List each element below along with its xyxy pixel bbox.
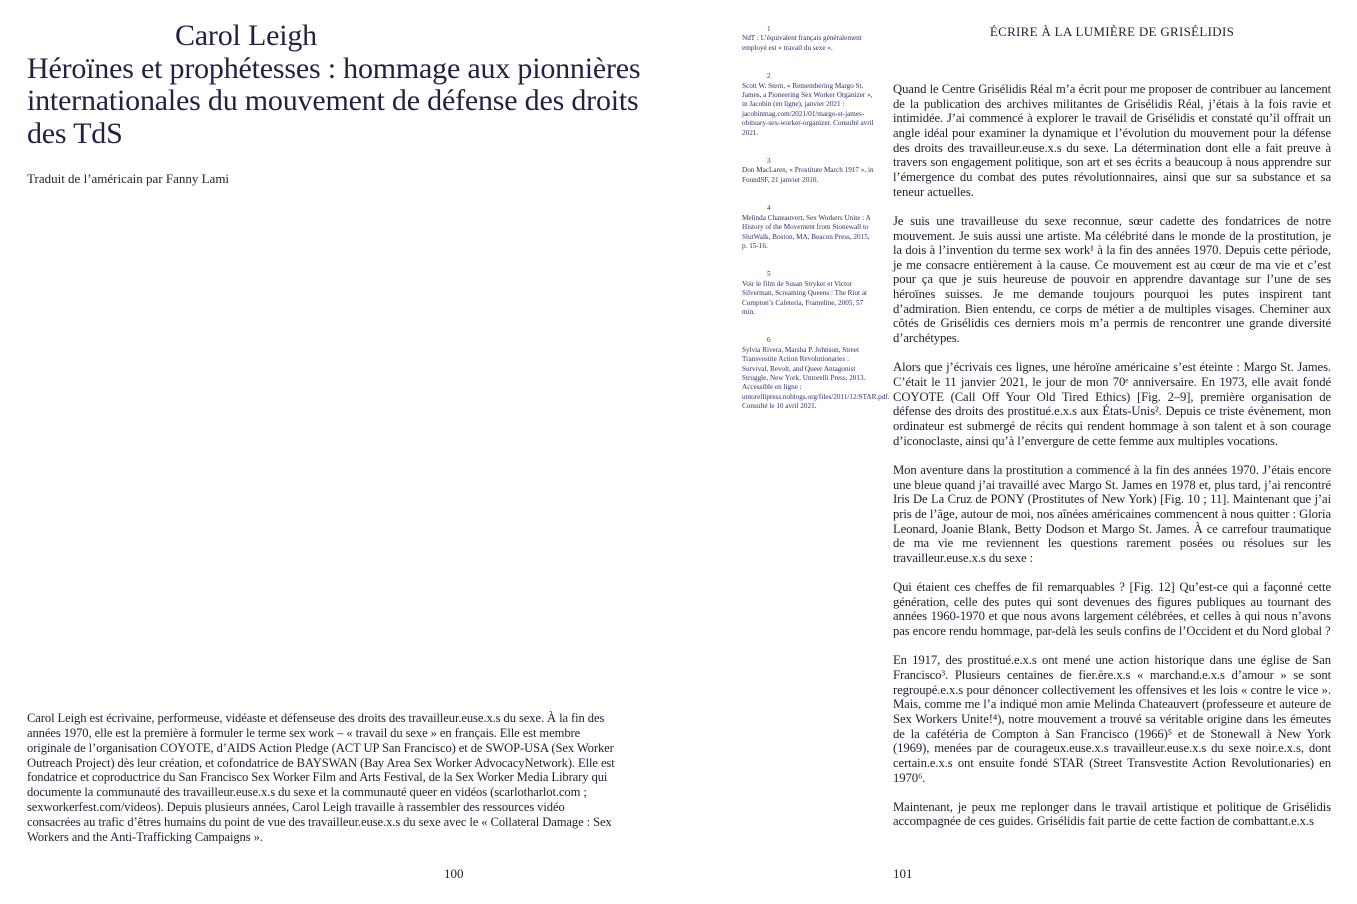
chapter-title: Héroïnes et prophétesses : hommage aux pionnières internationales du mouvement de défense des droits des TdS: [27, 51, 641, 150]
footnote-number: 1: [767, 25, 771, 33]
footnote-text: Scott W. Stern, « Remembering Margo St. James, a Pioneering Sex Worker Organizer », in Jacobin (en ligne), janvier 2021 : jacobinmag.com/2021/01/margo-st-james-obituary-sex-worker-organizer. Consulté avril 2021.: [742, 81, 874, 137]
footnote-text: Melinda Chateauvert, Sex Workers Unite : A History of the Movement from Stonewall to SlutWalk, Boston, MA, Beacon Press, 2015, p. 15-16.: [742, 213, 871, 250]
footnote-number: 2: [767, 72, 771, 81]
body-text: [893, 82, 1331, 844]
footnote-number: 6: [767, 336, 771, 345]
footnote: [742, 336, 890, 411]
footnote-text: Sylvia Rivera, Marsha P. Johnson, Street Transvestite Action Revolutionaries : Survival, Revolt, and Queer Antagonist Struggle, New York, Untorelli Press, 2013. Accessible en ligne : untorellipress.noblogs.org/files/2011/12/STAR.pdf. Consulté le 10 avril 2021.: [742, 345, 890, 411]
page-number-right: 101: [893, 866, 913, 881]
page-number-left: 100: [444, 866, 464, 881]
footnote: [742, 25, 874, 53]
footnote-number: 4: [767, 204, 771, 213]
footnote-number: 3: [767, 157, 771, 166]
paragraph: Alors que j’écrivais ces lignes, une héroïne américaine s’est éteinte : Margo St. James. C’était le 11 janvier 2021, le jour de mon 70ᵉ anniversaire. En 1973, elle avait fondé COYOTE (Call Off Your Old Tired Ethics) [Fig. 2–9], première organisation de défense des droits des prostitué.e.x.s aux États-Unis². Depuis ce triste évènement, mon ordinateur est submergé de récits qui rendent hommage à son talent et à son courage d’iconoclaste, ainsi qu’à l’envergure de cette femme aux multiples vocations.: [893, 360, 1331, 448]
paragraph: Maintenant, je peux me replonger dans le travail artistique et politique de Grisélidis accompagnée de ces guides. Grisélidis fait partie de cette faction de combattant.e.x.s: [893, 799, 1331, 829]
footnote-text: Voir le film de Susan Stryker et Victor Silverman, Screaming Queens : The Riot at Compton’s Cafeteria, Frameline, 2005, 57 min.: [742, 279, 868, 316]
footnote: [742, 204, 874, 251]
author-bio: Carol Leigh est écrivaine, performeuse, vidéaste et défenseuse des droits des travailleur.euse.x.s du sexe. À la fin des années 1970, elle est la première à formuler le terme sex work – « travail du sexe » en français. Elle est membre originale de l’organisation COYOTE, d’AIDS Action Pledge (ACT UP San Francisco) et de SWOP-USA (Sex Worker Outreach Project) dès leur création, et cofondatrice de BAYSWAN (Bay Area Sex Worker AdvocacyNetwork). Elle est fondatrice et coproductrice du San Francisco Sex Worker Film and Arts Festival, de la Sex Worker Media Library qui documente la communauté des travailleur.euse.x.s du sexe et la communauté queer en vidéos (scarlotharlot.com ; sexworkerfest.com/videos). Depuis plusieurs années, Carol Leigh travaille à rassembler des ressources vidéo consacrées au trafic d’êtres humains du point de vue des travailleur.euse.x.s du sexe avec le « Collateral Damage : Sex Workers and the Anti-Trafficking Campaigns ».: [27, 711, 615, 844]
footnote: [742, 157, 874, 185]
paragraph: Quand le Centre Grisélidis Réal m’a écrit pour me proposer de contribuer au lancement de la publication des archives militantes de Grisélidis Réal, j’étais à la fois ravie et intimidée. J’ai commencé à explorer le travail de Grisélidis et constaté qu’il offrait un angle idéal pour examiner la dynamique et l’évolution du mouvement pour la défense des droits des travailleur.euse.x.s du sexe. La détermination dont elle a fait preuve à travers son engagement politique, son art et ses écrits a beaucoup à nous apprendre sur l’émergence du combat des putes révolutionnaires, ainsi que sur sa substance et sa teneur actuelles.: [893, 82, 1331, 199]
paragraph: Mon aventure dans la prostitution a commencé à la fin des années 1970. J’étais encore une bleue quand j’ai travaillé avec Margo St. James en 1978 et, plus tard, j’ai rencontré Iris De La Cruz de PONY (Prostitutes of New York) [Fig. 10 ; 11]. Maintenant que j’ai pris de l’âge, autour de moi, nos aînées américaines commencent à nous quitter : Gloria Leonard, Joanie Blank, Betty Dodson et Margo St. James. À ce carrefour traumatique de ma vie me reviennent les questions rarement posées ou résolues sur les travailleur.euse.x.s du sexe :: [893, 462, 1331, 565]
paragraph: En 1917, des prostitué.e.x.s ont mené une action historique dans une église de San Francisco³. Plusieurs centaines de fier.ère.x.s « marchand.e.x.s d’amour » se sont regroupé.e.x.s pour dénoncer collectivement les offensives et les lois « contre le vice ». Mais, comme me l’a indiqué mon amie Melinda Chateauvert (professeure et auteure de Sex Workers Unite!⁴), notre mouvement a trouvé sa véritable origine dans les émeutes de la cafétéria de Compton à San Francisco (1966)⁵ et de Stonewall à New York (1969), menées par de courageux.euse.x.s travailleur.euse.x.s du sexe noir.e.x.s, dont certain.e.x.s ont ensuite fondé STAR (Street Transvestite Action Revolutionaries) en 1970⁶.: [893, 653, 1331, 785]
translator-credit: Traduit de l’américain par Fanny Lami: [27, 171, 230, 186]
footnotes: [742, 25, 890, 431]
running-head: ÉCRIRE À LA LUMIÈRE DE GRISÉLIDIS: [989, 24, 1235, 39]
footnote: [742, 72, 874, 138]
footnote-text: Don MacLaren, « Prostitute March 1917 », in FoundSF, 21 janvier 2010.: [742, 166, 874, 184]
footnote-text: NdT : L’équivalent français généralement employé est « travail du sexe ».: [742, 34, 862, 52]
chapter-heading: [27, 20, 647, 150]
author-name: Carol Leigh: [175, 19, 317, 52]
paragraph: Je suis une travailleuse du sexe reconnue, sœur cadette des fondatrices de notre mouvement. Je suis aussi une artiste. Ma célébrité dans le monde de la prostitution, je la dois à l’invention du terme sex work¹ à la fin des années 1970. Depuis cette période, je me consacre entièrement à la cause. Ce mouvement est au cœur de ma vie et c’est pour ça que je suis heureuse de pouvoir en apprendre davantage sur l’une de ses héroïnes suisses. Je me demande toujours pourquoi les putes inspirent tant d’admiration. Bien entendu, ce corps de métier a de multiples visages. Cheminer aux côtés de Grisélidis ces derniers mois m’a permis de rencontrer une grande diversité d’archétypes.: [893, 213, 1331, 346]
footnote-number: 5: [767, 270, 771, 279]
footnote: [742, 270, 874, 317]
paragraph: Qui étaient ces cheffes de fil remarquables ? [Fig. 12] Qu’est-ce qui a façonné cette génération, celle des putes qui sont devenues des figures publiques au tournant des années 1960-1970 et que nous avons largement célébrées, et celles à qui nous n’avons pas encore rendu hommage, par-delà les seuls confins de l’Occident et du Nord global ?: [893, 580, 1331, 639]
